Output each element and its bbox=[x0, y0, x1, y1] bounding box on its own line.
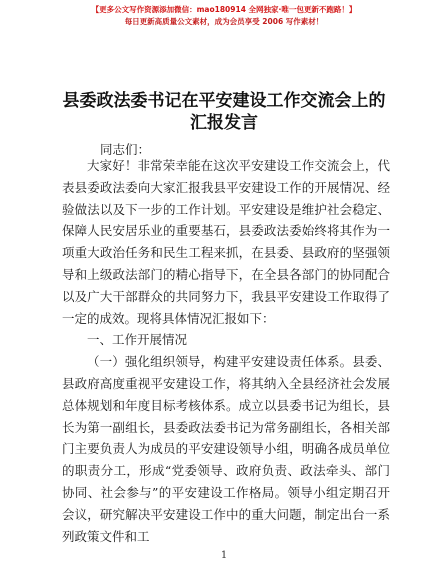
section-paragraph: （一）强化组织领导，构建平安建设责任体系。县委、县政府高度重视平安建设工作，将其纳入全县经济社会发展总体规划和年度目标考核体系。成立以县委书记为组长，县长为第一副组长，县委政法委书记为常务副组长，各相关部门主要负责人为成员的平安建设领导小组，明确各成员单位的职责分工，形成“党委领导、政府负责、政法牵头、部门协同、社会参与”的平安建设工作格局。领导小组定期召开会议，研究解决平安建设工作中的重大问题，制定出台一系列政策文件和工 bbox=[62, 354, 390, 544]
greeting: 同志们： bbox=[100, 142, 151, 157]
promo-banner bbox=[0, 4, 448, 28]
section-heading: 一、工作开展情况 bbox=[87, 332, 188, 348]
document-title: 县委政法委书记在平安建设工作交流会上的汇报发言 bbox=[62, 91, 386, 133]
promo-banner-line-2: 每日更新高质量公文素材，成为会员享受 2006 写作素材！ bbox=[124, 17, 324, 26]
document-body bbox=[62, 155, 390, 547]
promo-banner-line-1: 【更多公文写作资源添加微信：mao180914 全网独家·唯一包更新不跑路！】 bbox=[91, 5, 357, 14]
page-number: 1 bbox=[220, 550, 228, 561]
intro-paragraph: 大家好！非常荣幸能在这次平安建设工作交流会上，代表县委政法委向大家汇报我县平安建设工作的开展情况、经验做法以及下一步的工作计划。平安建设是维护社会稳定、保障人民安居乐业的重要基石，县委政法委始终将其作为一项重大政治任务和民生工程来抓，在县委、县政府的坚强领导和上级政法部门的精心指导下，在全县各部门的协同配合以及广大干部群众的共同努力下，我县平安建设工作取得了一定的成效。现将具体情况汇报如下： bbox=[62, 158, 390, 326]
